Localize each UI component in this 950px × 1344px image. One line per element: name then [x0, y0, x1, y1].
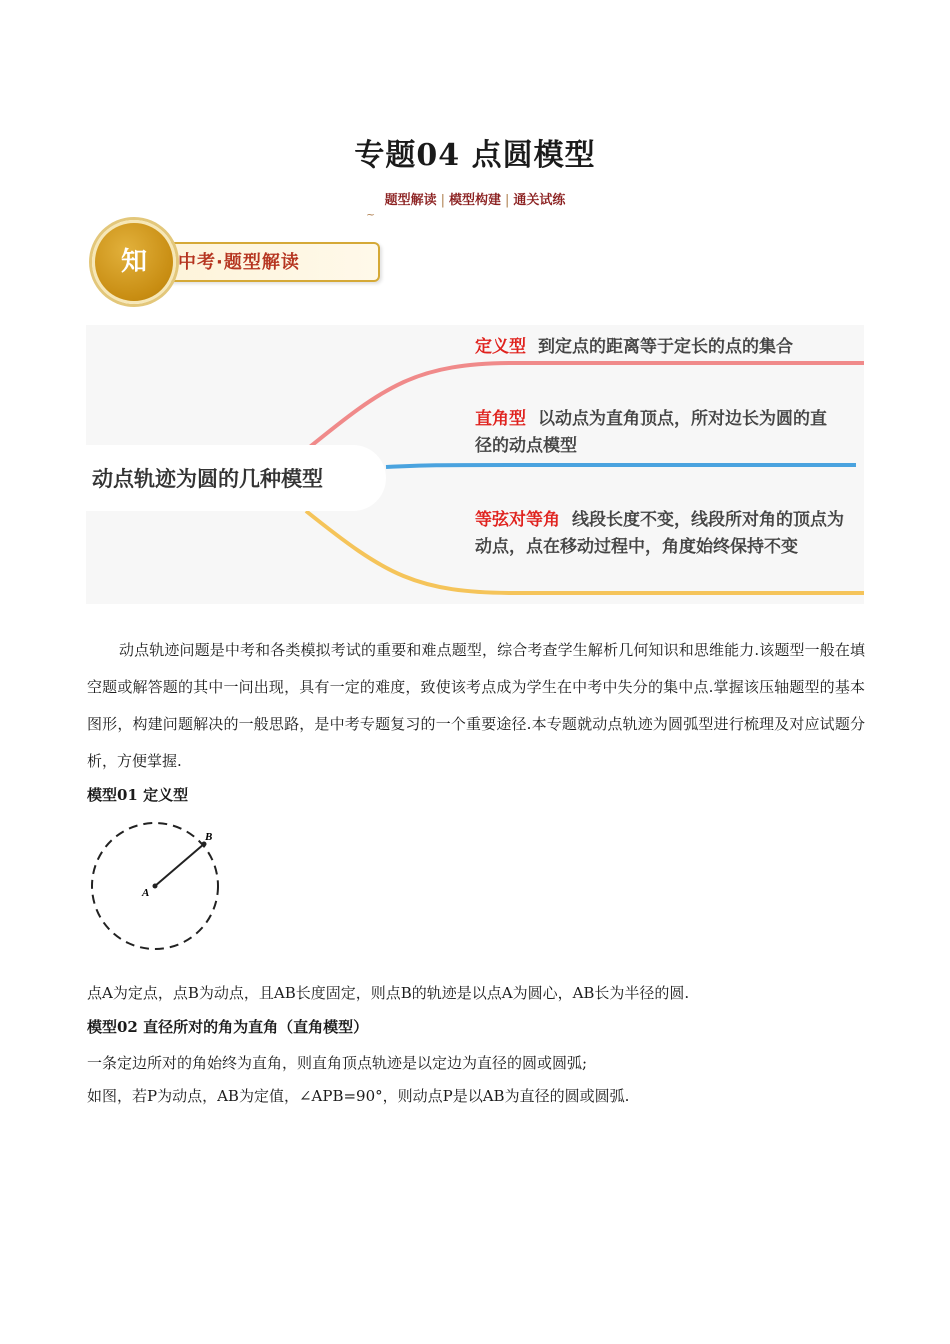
model01-description: 点A为定点，点B为动点，且AB长度固定，则点B的轨迹是以点A为圆心，AB长为半径的圆. [87, 984, 690, 1002]
subtitle-item-interpretation: 题型解读 [384, 193, 437, 208]
model02-line1: 一条定边所对的角始终为直角，则直角顶点轨迹是以定边为直径的圆或圆弧; [87, 1054, 588, 1072]
mindmap-branch-equal-chord [475, 507, 845, 561]
mindmap-center-node [86, 445, 386, 511]
badge-label: 中考·题型解读 [178, 252, 300, 273]
model02-line2: 如图，若P为动点，AB为定值，∠APB=90°，则动点P是以AB为直径的圆或圆弧. [87, 1087, 630, 1105]
subtitle-separator: | [440, 193, 445, 208]
branch-text: 以动点为直角顶点，所对边长为圆的直径的动点模型 [475, 409, 827, 456]
point-a [153, 884, 158, 889]
mindmap-branch-right-angle [475, 406, 835, 460]
connector-right-angle [386, 465, 856, 467]
branch-tag: 直角型 [475, 409, 526, 429]
model01-heading: 模型01 定义型 [87, 786, 189, 804]
intro-paragraph: 动点轨迹问题是中考和各类模拟考试的重要和难点题型，综合考查学生解析几何知识和思维能力.该题型一般在填空题或解答题的其中一问出现，具有一定的难度，致使该考点成为学生在中考中失分的集中点.掌握该压轴题型的基本图形，构建问题解决的一般思路，是中考专题复习的一个重要途径.本专题就动点轨迹为圆弧型进行梳理及对应试题分析，方便掌握. [87, 641, 865, 770]
decorative-swirl-icon: ~ [366, 208, 376, 221]
mindmap [86, 325, 864, 604]
segment-ab [155, 844, 204, 886]
section-badge [90, 218, 390, 302]
subtitle-item-model-building: 模型构建 [448, 193, 501, 208]
badge-circle-icon: 知 [92, 220, 176, 304]
label-a: A [142, 887, 150, 899]
page-title: 专题04 点圆模型 [354, 138, 596, 173]
subtitle-item-practice: 通关试练 [513, 193, 566, 208]
circle-figure [87, 818, 227, 958]
branch-tag: 定义型 [475, 337, 526, 357]
mindmap-branch-definition [475, 334, 855, 361]
subtitle-separator: | [505, 193, 510, 208]
label-b: B [205, 831, 213, 843]
branch-text: 线段长度不变，线段所对角的顶点为动点，点在移动过程中，角度始终保持不变 [475, 510, 844, 557]
mindmap-center-label: 动点轨迹为圆的几种模型 [92, 467, 323, 491]
branch-tag: 等弦对等角 [475, 510, 560, 530]
branch-text: 到定点的距离等于定长的点的集合 [538, 337, 793, 357]
subtitle-nav [0, 189, 950, 208]
model02-heading: 模型02 直径所对的角为直角（直角模型） [87, 1018, 369, 1036]
